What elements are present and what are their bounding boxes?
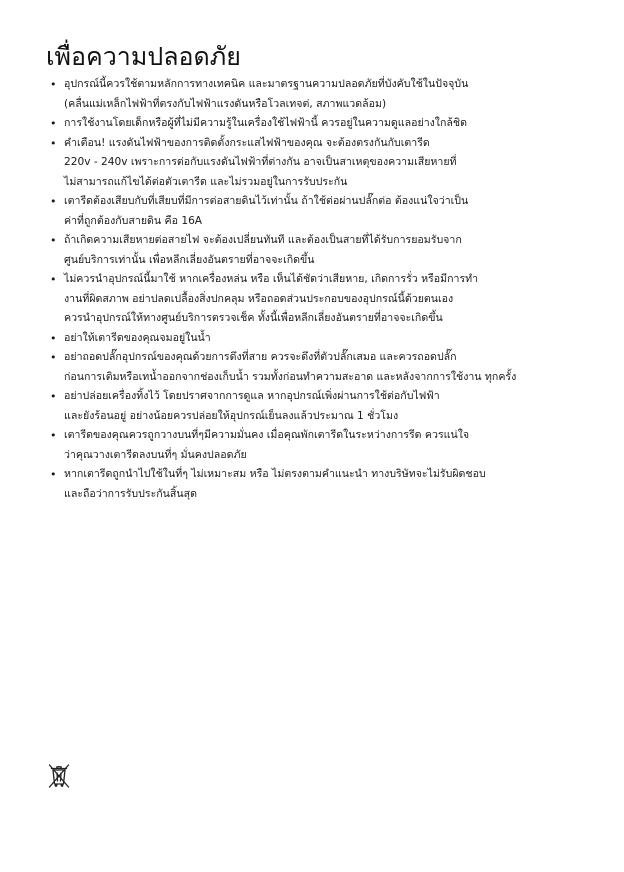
safety-text-line: และถือว่าการรับประกันสิ้นสุด	[64, 487, 197, 500]
safety-text-line: เตารีดต้องเสียบกับที่เสียบที่มีการต่อสายดินไว้เท่านั้น ถ้าใช้ต่อผ่านปลั๊กต่อ ต้องแน่ใจว่าเป็น	[64, 195, 469, 207]
safety-list-item	[44, 114, 584, 134]
crossed-out-wheelie-bin-icon	[47, 762, 71, 790]
safety-text-line: และยังร้อนอยู่ อย่างน้อยควรปล่อยให้อุปกรณ์เย็นลงแล้วประมาณ 1 ชั่วโมง	[64, 409, 399, 422]
bullet-marker: •	[50, 351, 57, 364]
bullet-marker: •	[50, 331, 57, 345]
safety-text-line: ควรนำอุปกรณ์ให้ทางศูนย์บริการตรวจเช็ค ทั้งนี้เพื่อหลีกเลี่ยงอันตรายที่อาจจะเกิดขึ้น	[64, 312, 443, 324]
bullet-marker: •	[50, 234, 57, 247]
bullet-marker: •	[50, 429, 57, 442]
safety-list-item	[44, 231, 584, 270]
safety-text-line: ถ้าเกิดความเสียหายต่อสายไฟ จะต้องเปลี่ยนทันที และต้องเป็นสายที่ได้รับการยอมรับจาก	[64, 234, 462, 246]
bullet-marker: •	[50, 468, 57, 481]
bullet-marker: •	[50, 136, 57, 150]
safety-text-line: คำเตือน! แรงดันไฟฟ้าของการติดตั้งกระแสไฟฟ้าของคุณ จะต้องตรงกันกับเตารีด	[64, 136, 430, 149]
bullet-marker: •	[50, 273, 57, 286]
safety-list-item	[44, 329, 584, 349]
page-title: เพื่อความปลอดภัย	[46, 42, 241, 71]
safety-list-item	[44, 348, 584, 387]
safety-text-line: ไม่สามารถแก้ไขได้ต่อตัวเตารีด และไม่รวมอยู่ในการรับประกัน	[64, 175, 348, 188]
safety-text-line: อุปกรณ์นี้ควรใช้ตามหลักการทางเทคนิค และมาตรฐานความปลอดภัยที่บังคับใช้ในปัจจุบัน	[64, 78, 469, 90]
safety-list-item	[44, 387, 584, 426]
safety-list-item	[44, 192, 584, 231]
safety-text-line: หากเตารีดถูกนำไปใช้ในที่ๆ ไม่เหมาะสม หรือ ไม่ตรงตามคำแนะนำ ทางบริษัทจะไม่รับผิดชอบ	[64, 468, 486, 480]
safety-text-line: เตารีดของคุณควรถูกวางบนที่ๆมีความมั่นคง เมื่อคุณพักเตารีดในระหว่างการรีด ควรแน่ใจ	[64, 429, 470, 441]
bullet-marker: •	[50, 390, 57, 403]
safety-list-item	[44, 426, 584, 465]
bullet-marker: •	[50, 78, 57, 91]
safety-list	[44, 75, 584, 504]
safety-text-line: ไม่ควรนำอุปกรณ์นี้มาใช้ หากเครื่องหล่น หรือ เห็นได้ชัดว่าเสียหาย, เกิดการรั่ว หรือมีการทำ	[64, 273, 479, 285]
safety-text-line: ศูนย์บริการเท่านั้น เพื่อหลีกเลี่ยงอันตรายที่อาจจะเกิดขึ้น	[64, 253, 315, 266]
safety-text-line: งานที่ผิดสภาพ อย่าปลดเปลื้องสิ่งปกคลุม หรือถอดส่วนประกอบของอุปกรณ์นี้ด้วยตนเอง	[64, 292, 454, 305]
safety-list-item	[44, 465, 584, 504]
safety-text-line: ค่าที่ถูกต้องกับสายดิน คือ 16A	[64, 214, 203, 227]
safety-text-line: อย่าถอดปลั๊กอุปกรณ์ของคุณด้วยการดึงที่สาย ควรจะดึงที่ตัวปลั๊กเสมอ และควรถอดปลั๊ก	[64, 351, 457, 363]
safety-text-line: อย่าให้เตารีดของคุณจมอยู่ในน้ำ	[64, 331, 211, 344]
safety-list-item	[44, 75, 584, 114]
safety-text-line: ว่าคุณวางเตารีดลงบนที่ๆ มั่นคงปลอดภัย	[64, 448, 247, 461]
bullet-marker: •	[50, 195, 57, 208]
bullet-marker: •	[50, 117, 57, 130]
safety-text-line: การใช้งานโดยเด็กหรือผู้ที่ไม่มีความรู้ในเครื่องใช้ไฟฟ้านี้ ควรอยู่ในความดูแลอย่างใกล้ชิด	[64, 117, 467, 129]
safety-list-item	[44, 134, 584, 193]
safety-list-item	[44, 270, 584, 329]
safety-text-line: (คลื่นแม่เหล็กไฟฟ้าที่ตรงกับไฟฟ้าแรงดันหรือโวลเทจต่, สภาพแวดล้อม)	[64, 97, 387, 110]
safety-text-line: 220v - 240v เพราะการต่อกับแรงดันไฟฟ้าที่ต่างกัน อาจเป็นสาเหตุของความเสียหายที่	[64, 156, 457, 168]
safety-text-line: อย่าปล่อยเครื่องทิ้งไว้ โดยปราศจากการดูแล หากอุปกรณ์เพิ่งผ่านการใช้ต่อกับไฟฟ้า	[64, 390, 440, 402]
safety-text-line: ก่อนการเติมหรือเทน้ำออกจากช่องเก็บน้ำ รวมทั้งก่อนทำความสะอาด และหลังจากการใช้งาน ทุกครั้ง	[64, 370, 517, 383]
